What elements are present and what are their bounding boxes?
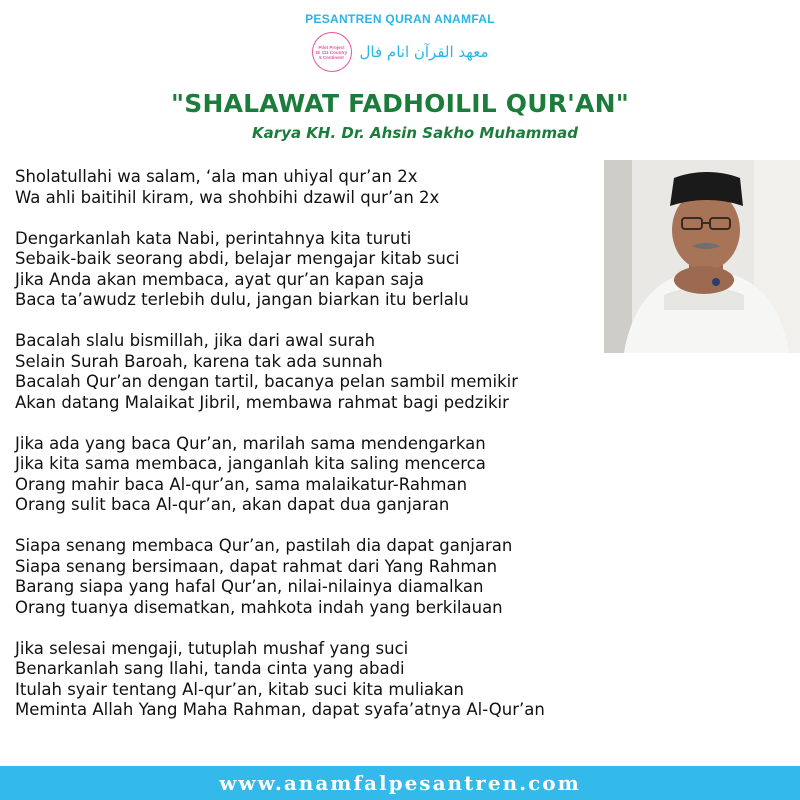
lyric-line: Orang mahir baca Al-qur’an, sama malaikatur-Rahman bbox=[15, 474, 468, 494]
stanza bbox=[15, 229, 635, 311]
seal-line-3: 5 Continent bbox=[319, 54, 344, 60]
lyric-line: Orang sulit baca Al-qur’an, akan dapat dua ganjaran bbox=[15, 495, 450, 514]
website-url[interactable]: www.anamfalpesantren.com bbox=[219, 771, 581, 795]
lyric-line: Sebaik-baik seorang abdi, belajar mengajar kitab suci bbox=[15, 249, 460, 268]
lyrics-body bbox=[15, 167, 635, 741]
lyric-line: Baca ta’awudz terlebih dulu, jangan biarkan itu berlalu bbox=[15, 290, 469, 309]
logo-row bbox=[0, 30, 800, 74]
lyric-line: Siapa senang membaca Qur’an, pastilah dia dapat ganjaran bbox=[15, 536, 513, 555]
seal-line-1: Pilot Project bbox=[318, 44, 345, 50]
lyric-line: Barang siapa yang hafal Qur’an, nilai-nilainya diamalkan bbox=[15, 577, 484, 596]
pesantren-seal-icon bbox=[312, 32, 352, 72]
lyric-line: Bacalah slalu bismillah, jika dari awal surah bbox=[15, 331, 376, 350]
stanza bbox=[15, 536, 635, 618]
lyric-line: Selain Surah Baroah, karena tak ada sunnah bbox=[15, 351, 383, 371]
lyric-line: Jika selesai mengaji, tutuplah mushaf yang suci bbox=[15, 638, 409, 658]
lyric-line: Itulah syair tentang Al-qur’an, kitab suci kita muliakan bbox=[15, 679, 464, 699]
lyric-line: Jika Anda akan membaca, ayat qur’an kapan saja bbox=[15, 269, 424, 289]
lyric-line: Bacalah Qur’an dengan tartil, bacanya pelan sambil memikir bbox=[15, 372, 519, 391]
arabic-name: معهد القرآن انام فال bbox=[359, 43, 489, 61]
portrait-illustration bbox=[604, 160, 800, 353]
lyric-line: Jika ada yang baca Qur’an, marilah sama mendengarkan bbox=[15, 433, 486, 453]
lyric-line: Siapa senang bersimaan, dapat rahmat dari Yang Rahman bbox=[15, 556, 498, 576]
author-portrait bbox=[604, 160, 800, 353]
lyric-line: Jika kita sama membaca, janganlah kita saling mencerca bbox=[15, 454, 486, 473]
stanza bbox=[15, 434, 635, 516]
lyric-line: Akan datang Malaikat Jibril, membawa rahmat bagi pedzikir bbox=[15, 392, 509, 412]
lyric-line: Dengarkanlah kata Nabi, perintahnya kita turuti bbox=[15, 228, 412, 248]
lyric-line: Sholatullahi wa salam, ‘ala man uhiyal qur’an 2x bbox=[15, 167, 418, 186]
stanza bbox=[15, 167, 635, 208]
lyric-line: Benarkanlah sang Ilahi, tanda cinta yang abadi bbox=[15, 659, 405, 678]
author-subtitle: Karya KH. Dr. Ahsin Sakho Muhammad bbox=[252, 124, 578, 142]
page-title: "SHALAWAT FADHOILIL QUR'AN" bbox=[171, 89, 629, 118]
lyric-line: Orang tuanya disematkan, mahkota indah yang berkilauan bbox=[15, 597, 503, 617]
lyric-line: Meminta Allah Yang Maha Rahman, dapat syafa’atnya Al-Qur’an bbox=[15, 700, 545, 719]
lyric-line: Wa ahli baitihil kiram, wa shohbihi dzawil qur’an 2x bbox=[15, 187, 440, 207]
seal-line-2: Di 111 Country bbox=[315, 49, 348, 55]
stanza bbox=[15, 331, 635, 413]
stanza bbox=[15, 639, 635, 721]
footer-bar bbox=[0, 766, 800, 800]
brand-name: PESANTREN QURAN ANAMFAL bbox=[305, 12, 495, 26]
